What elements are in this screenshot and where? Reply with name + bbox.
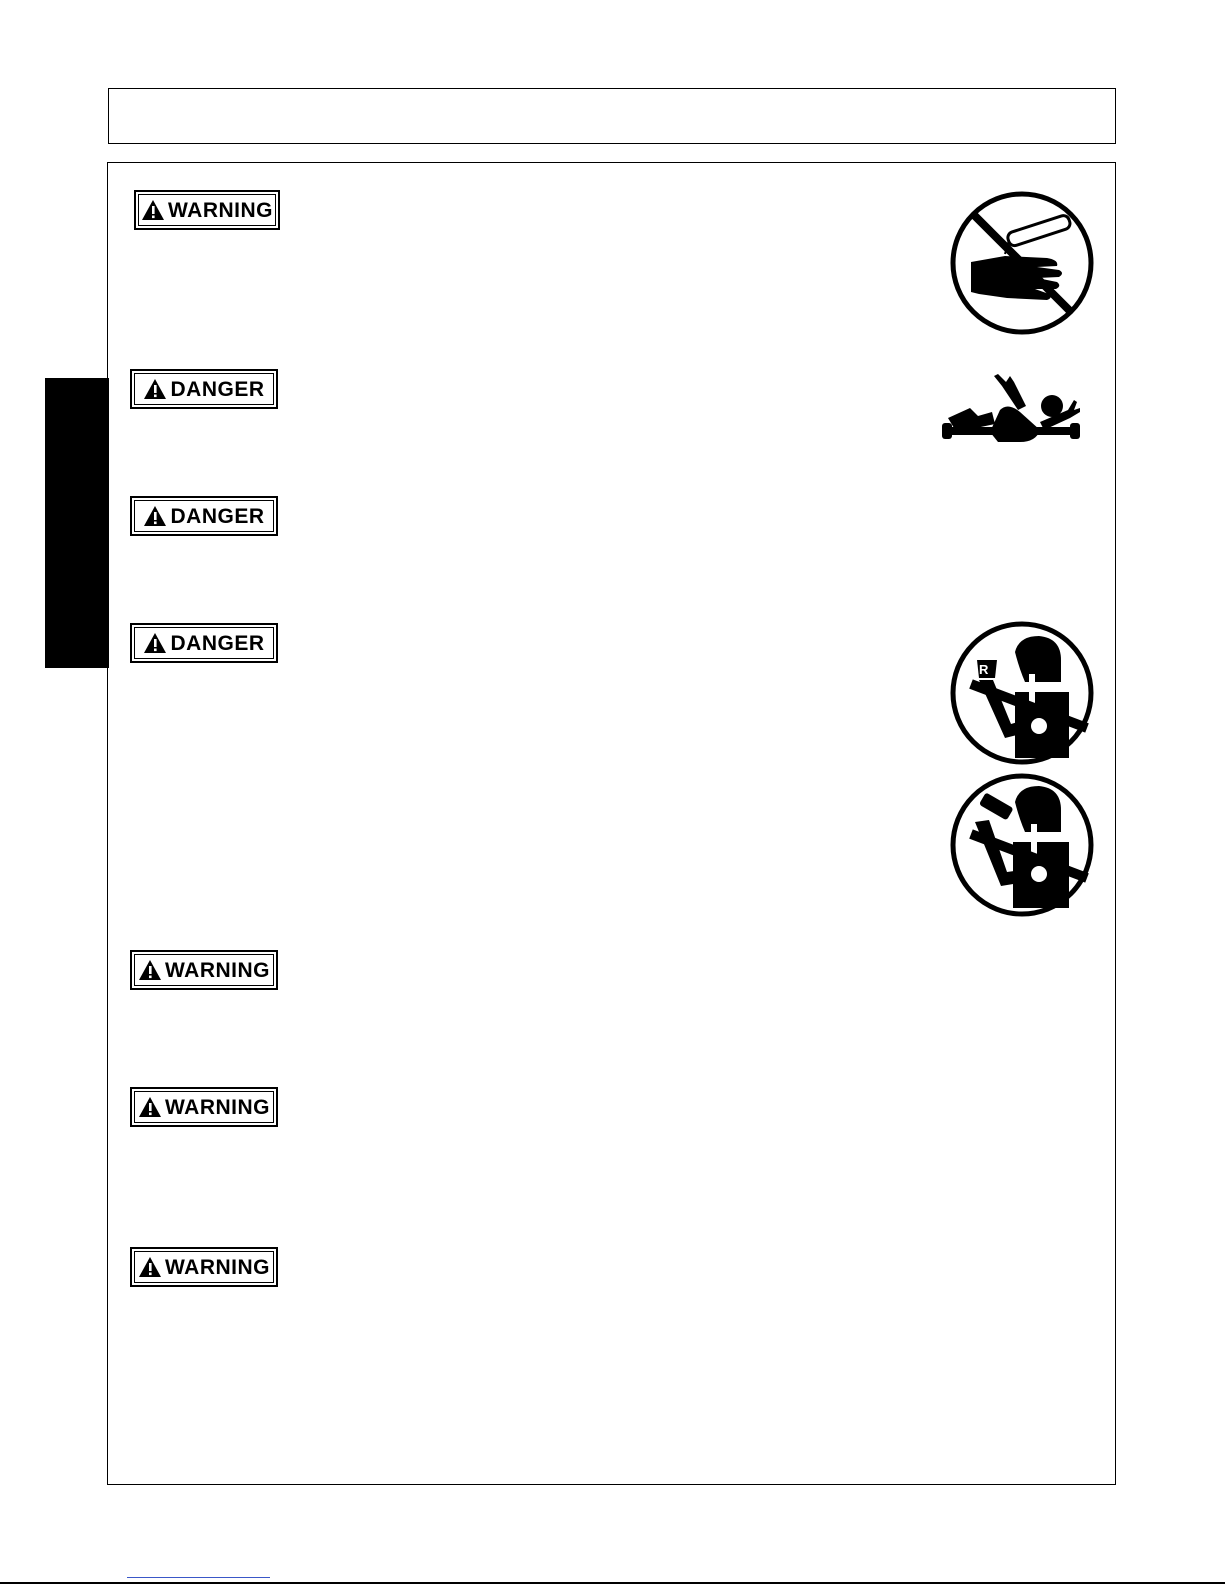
entanglement-driveline-icon [940,372,1086,452]
label-text: WARNING [165,958,270,982]
warning-label-3 [130,1087,278,1127]
alert-triangle-icon [143,505,167,527]
warning-label-1 [134,190,280,230]
footer-link-underline[interactable] [127,1577,270,1578]
alert-triangle-icon [143,632,167,654]
warning-label-2 [130,950,278,990]
footer-rule [0,1582,1225,1584]
label-text: WARNING [168,198,273,222]
danger-label-3 [130,623,278,663]
page-header-box [108,88,1116,144]
label-text: DANGER [170,377,265,401]
label-text: WARNING [165,1255,270,1279]
section-side-tab [45,378,109,668]
no-drinking-fuel-icon [949,772,1095,918]
no-acid-on-hand-icon [949,190,1095,336]
warning-label-4 [130,1247,278,1287]
danger-label-2 [130,496,278,536]
label-text: DANGER [170,504,265,528]
alert-triangle-icon [138,1256,162,1278]
alert-triangle-icon [138,1096,162,1118]
label-text: WARNING [165,1095,270,1119]
danger-label-1 [130,369,278,409]
svg-text:R: R [979,662,989,677]
alert-triangle-icon [138,959,162,981]
label-text: DANGER [170,631,265,655]
no-drinking-chemicals-icon [949,620,1095,766]
alert-triangle-icon [141,199,165,221]
alert-triangle-icon [143,378,167,400]
